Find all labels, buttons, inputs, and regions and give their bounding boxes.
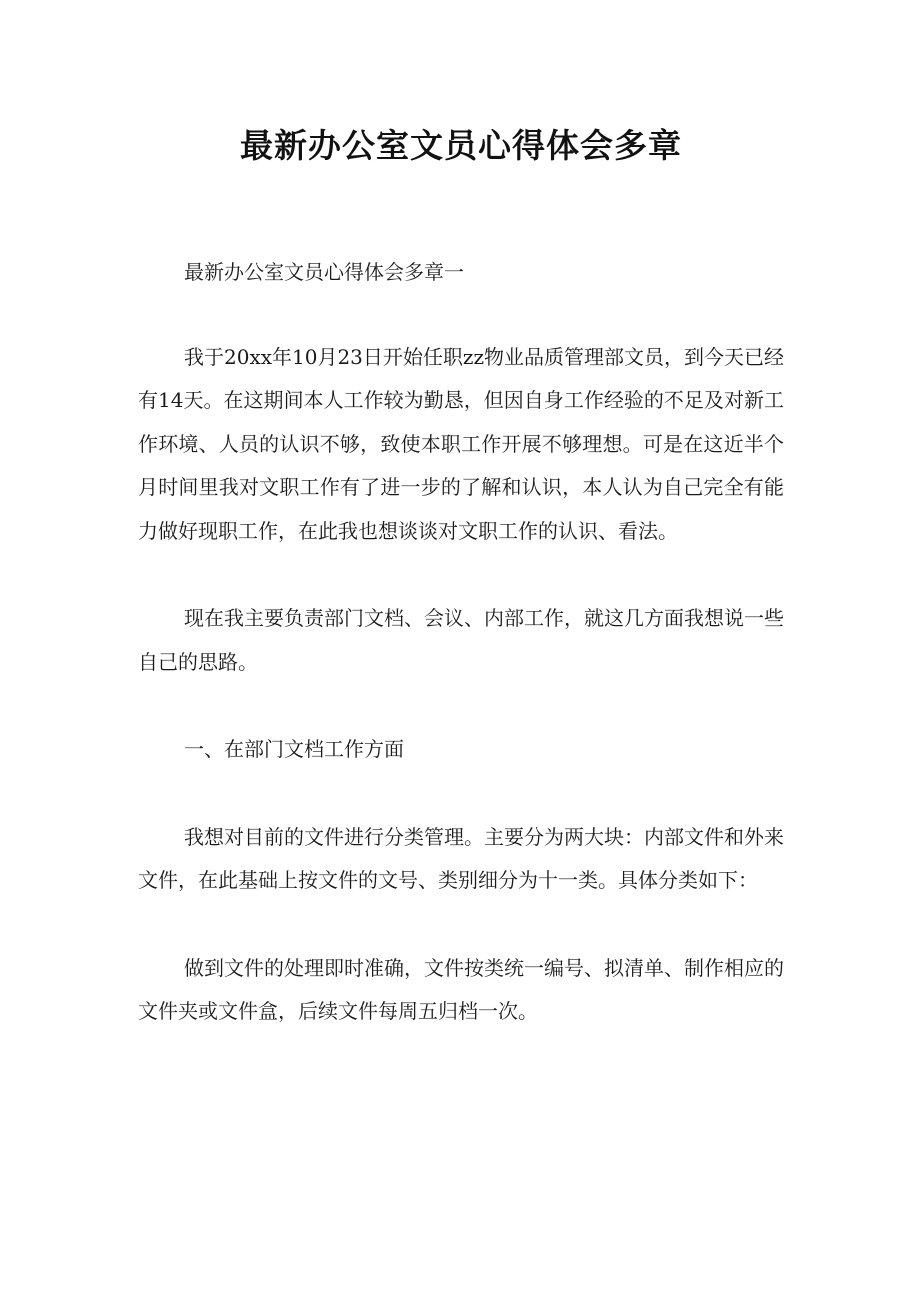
section-heading: 最新办公室文员心得体会多章一 [184,260,464,284]
paragraph-responsibilities: 现在我主要负责部门文档、会议、内部工作，就这几方面我想说一些自己的思路。 [138,606,784,674]
subheading-document-work: 一、在部门文档工作方面 [184,737,404,761]
paragraph-intro: 我于20xx年10月23日开始任职zz物业品质管理部文员，到今天已经有14天。在这期间本人工作较为勤恳，但因自身工作经验的不足及对新工作环境、人员的认识不够，致使本职工作开展不够理想。可是在这近半个月时间里我对文职工作有了进一步的了解和认识，本人认为自己完全有能力做好现职工作，在此我也想谈谈对文职工作的认识、看法。 [138,344,784,543]
document-title: 最新办公室文员心得体会多章 [240,126,682,165]
paragraph-processing: 做到文件的处理即时准确，文件按类统一编号、拟清单、制作相应的文件夹或文件盒，后续文件每周五归档一次。 [138,955,784,1023]
paragraph-classification: 我想对目前的文件进行分类管理。主要分为两大块：内部文件和外来文件，在此基础上按文件的文号、类别细分为十一类。具体分类如下： [138,824,784,892]
